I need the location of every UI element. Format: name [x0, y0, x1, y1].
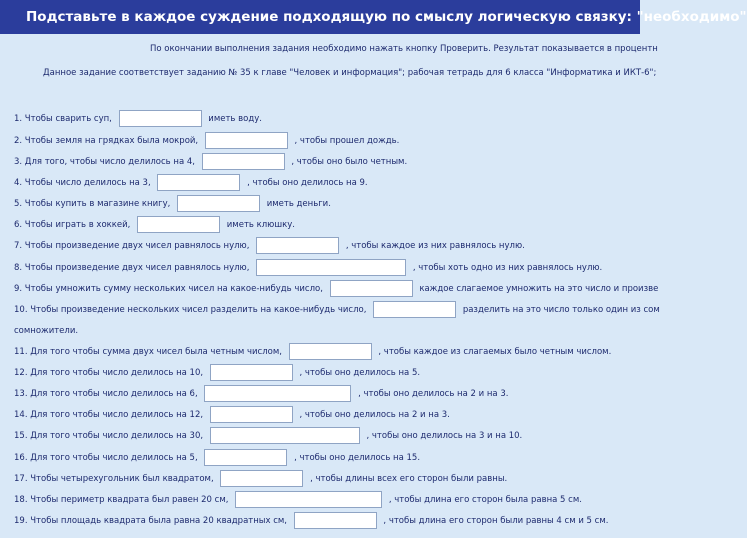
task-11-input[interactable] [289, 343, 372, 360]
task-row-8 [14, 259, 602, 278]
task-9-suffix: каждое слагаемое умножить на это число и произве [419, 283, 659, 294]
task-2-prefix: 2. Чтобы земля на грядках была мокрой, [14, 135, 199, 146]
task-1-input[interactable] [119, 110, 202, 127]
task-4-suffix: , чтобы оно делилось на 9. [247, 177, 368, 188]
task-row-15 [14, 427, 522, 446]
task-4-prefix: 4. Чтобы число делилось на 3, [14, 177, 151, 188]
task-7-prefix: 7. Чтобы произведение двух чисел равнялось нулю, [14, 240, 250, 251]
task-14-prefix: 14. Для того чтобы число делилось на 12, [14, 409, 204, 420]
task-6-input[interactable] [137, 216, 220, 233]
task-row-5 [14, 195, 331, 214]
task-17-input[interactable] [220, 470, 303, 487]
task-16-prefix: 16. Для того чтобы число делилось на 5, [14, 452, 198, 463]
content-area [0, 34, 660, 538]
task-2-input[interactable] [205, 132, 288, 149]
task-19-suffix: , чтобы длина его сторон были равны 4 см и 5 см. [383, 515, 609, 526]
task-15-prefix: 15. Для того чтобы число делилось на 30, [14, 430, 204, 441]
task-row-14 [14, 406, 450, 425]
task-10-continuation: сомножители. [14, 326, 79, 336]
task-9-prefix: 9. Чтобы умножить сумму нескольких чисел на какое-нибудь число, [14, 283, 323, 294]
info-line-result: По окончании выполнения задания необходимо нажать кнопку Проверить. Результат показывается в процентн [150, 44, 658, 54]
task-row-19 [14, 512, 608, 531]
task-row-2 [14, 132, 399, 151]
task-12-suffix: , чтобы оно делилось на 5. [299, 367, 421, 378]
task-17-suffix: , чтобы длины всех его сторон были равны. [310, 473, 508, 484]
task-11-suffix: , чтобы каждое из слагаемых было четным числом. [378, 346, 612, 357]
task-7-suffix: , чтобы каждое из них равнялось нулю. [345, 240, 525, 251]
header-bar [0, 0, 747, 34]
task-16-suffix: , чтобы оно делилось на 15. [294, 452, 421, 463]
task-10-input[interactable] [373, 301, 456, 318]
task-3-suffix: , чтобы оно было четным. [291, 156, 408, 167]
task-7-input[interactable] [256, 237, 339, 254]
task-row-7 [14, 237, 525, 256]
task-1-suffix: иметь воду. [208, 113, 262, 124]
task-17-prefix: 17. Чтобы четырехугольник был квадратом, [14, 473, 214, 484]
task-row-16 [14, 449, 420, 468]
task-row-17 [14, 470, 507, 489]
task-5-input[interactable] [177, 195, 260, 212]
task-1-prefix: 1. Чтобы сварить суп, [14, 113, 112, 124]
task-row-9 [14, 280, 658, 299]
task-13-input[interactable] [204, 385, 351, 402]
task-row-12 [14, 364, 420, 383]
task-5-prefix: 5. Чтобы купить в магазине книгу, [14, 198, 171, 209]
task-row-6 [14, 216, 295, 235]
task-3-input[interactable] [202, 153, 285, 170]
task-11-prefix: 11. Для того чтобы сумма двух чисел была четным числом, [14, 346, 282, 357]
task-13-suffix: , чтобы оно делилось на 2 и на 3. [358, 388, 509, 399]
task-8-input[interactable] [256, 259, 406, 276]
task-row-18 [14, 491, 582, 510]
info-line-source: Данное задание соответствует заданию № 35 к главе "Человек и информация"; рабочая тетрадь для 6 класса "Информатика и ИКТ-6"; [43, 68, 657, 78]
task-19-prefix: 19. Чтобы площадь квадрата была равна 20 квадратных см, [14, 515, 288, 526]
task-row-13 [14, 385, 508, 404]
task-3-prefix: 3. Для того, чтобы число делилось на 4, [14, 156, 195, 167]
task-12-input[interactable] [210, 364, 293, 381]
task-4-input[interactable] [157, 174, 240, 191]
task-2-suffix: , чтобы прошел дождь. [294, 135, 400, 146]
task-6-prefix: 6. Чтобы играть в хоккей, [14, 219, 131, 230]
task-row-4 [14, 174, 368, 193]
task-10-prefix: 10. Чтобы произведение нескольких чисел разделить на какое-нибудь число, [14, 304, 367, 315]
task-18-prefix: 18. Чтобы периметр квадрата был равен 20 см, [14, 494, 229, 505]
task-10-suffix: разделить на это число только один из сом [462, 304, 660, 315]
task-row-10 [14, 301, 660, 320]
task-8-suffix: , чтобы хоть одно из них равнялось нулю. [412, 262, 603, 273]
task-12-prefix: 12. Для того чтобы число делилось на 10, [14, 367, 204, 378]
task-row-1 [14, 110, 262, 129]
task-8-prefix: 8. Чтобы произведение двух чисел равнялось нулю, [14, 262, 250, 273]
task-5-suffix: иметь деньги. [266, 198, 331, 209]
task-15-suffix: , чтобы оно делилось на 3 и на 10. [366, 430, 523, 441]
task-14-suffix: , чтобы оно делилось на 2 и на 3. [299, 409, 450, 420]
task-row-11 [14, 343, 611, 362]
task-row-3 [14, 153, 407, 172]
task-14-input[interactable] [210, 406, 293, 423]
task-9-input[interactable] [330, 280, 413, 297]
task-6-suffix: иметь клюшку. [226, 219, 295, 230]
task-15-input[interactable] [210, 427, 360, 444]
task-19-input[interactable] [294, 512, 377, 529]
page-title: Подставьте в каждое суждение подходящую по смыслу логическую связку: "необходимо" [26, 9, 747, 25]
task-18-suffix: , чтобы длина его сторон была равна 5 см. [388, 494, 582, 505]
task-16-input[interactable] [204, 449, 287, 466]
task-18-input[interactable] [235, 491, 382, 508]
task-13-prefix: 13. Для того чтобы число делилось на 6, [14, 388, 198, 399]
